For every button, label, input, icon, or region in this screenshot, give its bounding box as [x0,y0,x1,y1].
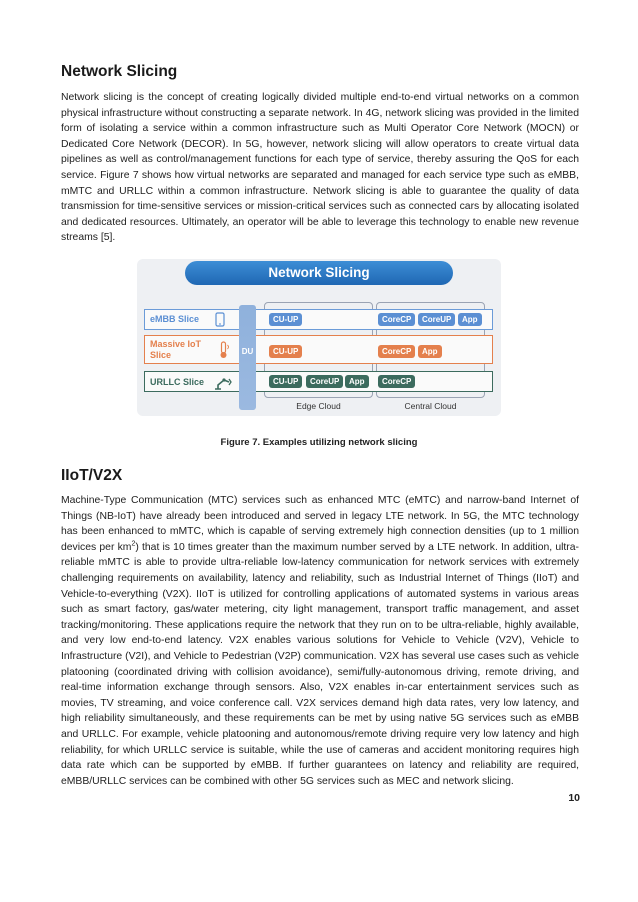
urllc-central-corecp: CoreCP [378,375,415,388]
para2-line: and high reliability simultaneously, and these requirements can be met by using native 5G services such as [61,697,580,725]
embb-central-corecp: CoreCP [378,313,415,326]
section-heading-iiot-v2x: IIoT/V2X [61,467,123,484]
network-slicing-figure [137,259,501,416]
para2-line: Things (NB-IoT) have already been introduced and served in legacy LTE network. In 5G, the MTC technology has [61,510,579,538]
embb-edge-cu-up: CU-UP [269,313,302,326]
massive-iot-label-line1: Massive IoT [150,339,202,349]
para2-line: driving, and real-time information exchange through sensors. Also, V2X enables in-car entertainment services [61,666,579,694]
para2-line: available, and very low end-to-end latency. V2X enables various solutions for Vehicle to Vehicle (V2V), Vehicle [61,619,579,647]
page-number: 10 [568,792,580,804]
km-text-rest: ) that is 10 times greater than the maximum number served by a LTE network. In addition, ultra- [135,541,579,553]
para1-line: Network slicing is the concept of creating logically divided multiple end-to-end virtual networks on a common [61,92,579,103]
miot-central-app: App [418,345,442,358]
para1-line: revenue streams [5]. [61,216,579,244]
para1-line: service. Figure 7 shows how virtual networks are separated and managed for each service type such as eMBB, [61,169,579,181]
smartphone-icon [215,312,225,327]
massive-iot-label-line2: Slice [150,350,172,360]
massive-iot-slice-label [150,339,201,361]
embb-central-app: App [458,313,482,326]
km-text: devices per km [61,541,132,553]
du-label: DU [241,347,254,356]
para2-line: such as movies, TV streaming, and voice conference call. V2X services demand high data rates, very low latency, [61,682,579,709]
para2-line: reliable mMTC is able to provide ultra-reliable low-latency communication for network services with extremely [61,557,579,569]
urllc-edge-cu-up: CU-UP [269,375,302,388]
para1-line: pipelines as well as control/management functions for each type of service, thereby assuring the QoS for each [61,154,579,166]
para2-line: challenging requirements on availability, latency and reliability, such as Industrial Internet of Things (IIoT) and [61,572,579,584]
para2-line: eMBB and URLLC. For example, vehicle platooning and autonomous/remote driving require very low latency [61,713,580,740]
para1-line: mMTC and URLLC within a common infrastructure. Network slicing is able to guarantee the quality of data [61,185,579,197]
para1-line: or Dedicated Core Network (DECOR). In 5G, however, network slicing will allow operators to create virtual data [61,123,580,150]
para1-line: isolated and dedicated resources. Ultimately, an operator will be able to leverage this technology to enable new [61,201,580,228]
central-cloud-label: Central Cloud [404,401,457,411]
edge-cloud-label: Edge Cloud [296,401,341,411]
para2-line: to Infrastructure (V2I), and Vehicle to Pedestrian (V2P) communication. V2X has several use cases such as [61,635,579,662]
para1-line: limited form of isolating a service within a common infrastructure such as Multi Operator Core Network (MOCN) [61,107,579,135]
para2-line: vehicle platooning (coordinated driving with collision avoidance), semi/fully-autonomous driving, remote [61,650,579,678]
para2-line: and high reliability, for which URLLC service is suitable, while the use of cameras and accident monitoring [61,728,580,756]
para2-line: required, eMBB/URLLC services can be combined with other 5G services such as MEC and network slicing. [61,760,580,787]
figure-title: Network Slicing [185,261,453,285]
miot-edge-cu-up: CU-UP [269,345,302,358]
urllc-edge-coreup: CoreUP [306,375,343,388]
para2-line: tracking/monitoring. These applications require the network that they run on to be ultra-reliable, highly [61,619,532,631]
superscript-2: 2 [131,540,136,548]
para2-line [61,542,579,553]
network-slicing-paragraph [61,90,579,246]
para2-line: been enhanced to mMTC, which is capable of serving extremely high connection densities (up to 1 million [81,526,580,538]
para1-line: transmission for time-sensitive services or mission-critical services such as connected cars by allocating [61,201,541,213]
para2-line: Vehicle-to-everything (V2X). IIoT is utilized for controlling applications of automated systems in various areas [61,588,579,600]
embb-central-coreup: CoreUP [418,313,455,326]
figure-caption: Figure 7. Examples utilizing network slicing [220,437,418,448]
miot-central-corecp: CoreCP [378,345,415,358]
para2-line: Machine-Type Communication (MTC) services such as enhanced MTC (eMTC) and narrow-band Internet of [61,495,579,506]
para1-line: physical infrastructure without constructing a separate network. In 4G, network slicing was provided in the [61,107,547,119]
para2-line: such as smart factory, gas/water metering, city light management, transport traffic management, and asset [61,604,579,616]
para2-line: requires high data rate which can be supported by eMBB. If further guarantees on latency and reliability are [61,744,579,772]
du-bar [239,305,256,410]
urllc-slice-label: URLLC Slice [150,377,205,387]
iiot-v2x-paragraph [61,493,579,789]
urllc-edge-app: App [345,375,369,388]
robot-arm-icon [213,374,233,390]
embb-slice-label: eMBB Slice [150,314,200,324]
thermometer-icon [219,341,231,359]
section-heading-network-slicing: Network Slicing [61,63,178,80]
